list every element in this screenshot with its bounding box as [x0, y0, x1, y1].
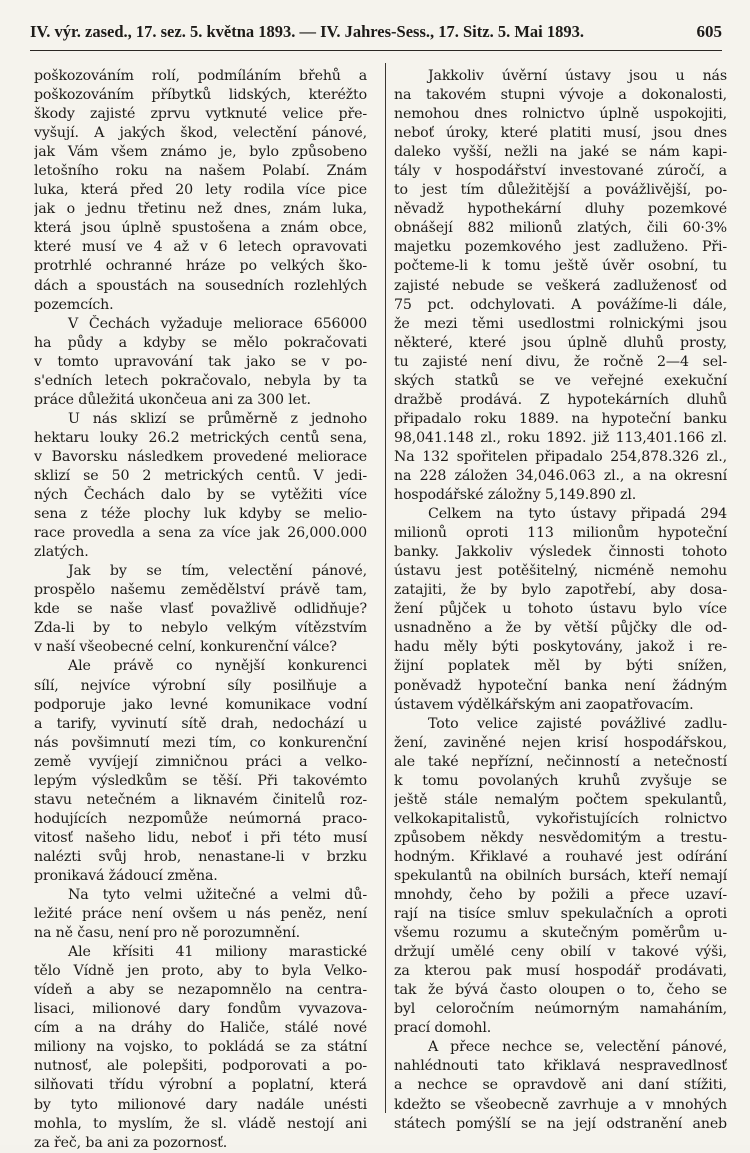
text-line: lisaci, milionové dary fondům vyvazova-	[34, 1001, 367, 1018]
text-line: mnohdy, čeho by požili a přece uzaví-	[394, 887, 727, 904]
text-line: ných Čechách dalo by se vytěžiti více	[34, 487, 367, 504]
text-line: na ně času, není pro ně porozumnění.	[34, 925, 300, 942]
text-line: Na tyto velmi užitečné a velmi dů-	[68, 887, 367, 904]
text-line: hadu měly býti poskytovány, jakož i re-	[394, 639, 727, 656]
text-line: něvadž hypothekární dluhy pozemkové	[394, 201, 727, 218]
text-line: spekulantů na obilních bursách, kteří nemají	[394, 867, 727, 884]
text-line: že mezi těmi usedlostmi rolnickými jsou	[394, 315, 727, 332]
text-line: prospělo našemu zemědělství právě tam,	[34, 582, 367, 599]
text-line: Zda-li by to nebylo velkým vítězstvím	[34, 620, 367, 637]
text-line: daleko vyšší, nežli na jaké se nám kapi-	[394, 144, 727, 161]
text-line: ale také nepřízní, nečinností a netečností	[394, 753, 727, 770]
text-line: letošního roku na našem Polabí. Znám	[34, 163, 367, 180]
text-line: připadalo roku 1889. na hypoteční banku	[394, 410, 727, 427]
page-number: 605	[696, 22, 722, 41]
text-line: ležité práce není ovšem u nás peněz, není	[34, 906, 367, 923]
text-line: poněvadž hypoteční banka není žádným	[394, 677, 727, 694]
text-line: na takovém stupni vývoje a dokonalosti,	[394, 87, 727, 104]
text-line: nalézti svůj hrob, nenastane-li v brzku	[34, 848, 367, 865]
text-line: byl celoročním neúmorným namaháním,	[394, 1001, 727, 1018]
text-line: pronikavá žádoucí změna.	[34, 867, 218, 884]
text-line: žení půjček u tohoto ústavu bylo více	[394, 601, 727, 618]
text-line: způsobem někdy nesvědomitým a trestu-	[394, 829, 727, 846]
text-line: nemohou dnes rolnictvo úplně uspokojiti,	[394, 106, 727, 123]
text-line: obnášejí 882 milionů zlatých, čili 60·3%	[394, 220, 727, 237]
text-line: hodným. Křiklavé a rouhavé jest odírání	[394, 848, 727, 865]
text-line: cím a na dráhy do Haliče, stálé nové	[34, 1020, 367, 1037]
text-line: za řeč, ba ani za pozornosť.	[34, 1134, 228, 1151]
text-line: luka, která před 20 lety rodila více pice	[34, 182, 367, 199]
text-line: a nechce se opravdově ani daní stížiti,	[394, 1077, 727, 1094]
text-line: banky. Jakkoliv výsledek činnosti tohoto	[394, 544, 727, 561]
text-line: 98,041.148 zl., roku 1892. již 113,401.166 zl.	[394, 429, 727, 446]
text-line: nás povšimnutí mezi tím, co konkurenční	[34, 734, 367, 751]
column-divider	[385, 63, 386, 1113]
text-line: některé, které jsou úplně dluhů prosty,	[394, 334, 727, 351]
text-line: vitosť našeho lidu, neboť i při této musí	[34, 829, 367, 846]
text-line: nutnosť, ale polepšiti, podporovati a po-	[34, 1058, 367, 1075]
header-title: IV. výr. zased., 17. sez. 5. května 1893. — IV. Jahres-Sess., 17. Sitz. 5. Mai 1893.	[30, 22, 584, 41]
text-line: dražbě prodává. Z hypotekárních dluhů	[394, 391, 727, 408]
text-line: neboť úroky, které platiti musí, jsou dnes	[394, 125, 727, 142]
text-line: protrhlé ochranné hráze po velkých ško-	[34, 258, 367, 275]
text-line: V Čechách vyžaduje meliorace 656000	[68, 315, 367, 332]
text-line: ských statků se ve veřejné exekuční	[394, 372, 727, 389]
text-line: sena z téže plochy luk kdyby se melio-	[34, 506, 367, 523]
text-line: které musí ve 4 až v 6 letech opravovati	[34, 239, 367, 256]
text-line: na 228 záložen 34,046.063 zl., a na okresní	[394, 467, 727, 484]
text-line: k tomu povolaných kruhů zvyšuje se	[394, 772, 727, 789]
text-line: tělo Vídně jen proto, aby to byla Velko-	[34, 963, 367, 980]
text-line: pozemcích.	[34, 296, 114, 313]
text-line: mohla, to myslím, že sl. vládě nestojí ani	[34, 1115, 367, 1132]
text-line: a tarify, vyvinutí sítě drah, nedochází u	[34, 715, 367, 732]
text-line: držují umělé ceny obilí v takové výši,	[394, 944, 727, 961]
text-line: usnadněno a že by větší půjčky dle od-	[394, 620, 727, 637]
text-line: v naší všeobecné celní, konkurenční válce?	[34, 639, 337, 656]
text-line: Na 132 spořitelen připadalo 254,878.326 zl.,	[394, 448, 727, 465]
text-line: Ale křísiti 41 miliony marastické	[68, 944, 367, 961]
text-line: poškozováním příbytků lidských, kteréžto	[34, 87, 367, 104]
text-line: Jakkoliv úvěrní ústavy jsou u nás	[428, 68, 727, 84]
text-line: milionů oproti 113 milionům hypoteční	[394, 525, 727, 542]
text-line: škody zajisté zprvu vytknuté velice pře-	[34, 106, 367, 123]
text-line: státech pomýšlí se na její odstranění aneb	[394, 1115, 727, 1132]
text-line: U nás sklizí se průměrně z jednoho	[68, 410, 367, 427]
text-line: práce důležitá ukončeua ani za 300 let.	[34, 391, 311, 408]
text-line: hodujících nezpomůže neúmorná praco-	[34, 810, 367, 827]
text-line: to jest tím důležitější a povážlivější, po-	[394, 182, 727, 199]
text-line: silňovati třídu výrobní a poplatní, která	[34, 1077, 367, 1094]
text-line: podporuje jako levné komunikace vodní	[34, 696, 367, 713]
text-line: dách a spoustách na sousedních rozlehlých	[34, 277, 367, 294]
text-line: hektaru louky 26.2 metrických centů sena,	[34, 429, 367, 446]
text-line: s'edních letech pokračovalo, nebyla by ta	[34, 372, 367, 389]
text-line: race provedla a sena za více jak 26,000.000	[34, 525, 367, 542]
text-line: ústavu jest potěšitelný, nicméně nemohu	[394, 563, 727, 580]
text-line: stavu netečném a liknavém činitelů roz-	[34, 791, 367, 808]
text-line: zlatých.	[34, 544, 89, 561]
header-rule	[30, 50, 722, 51]
text-line: miliony na vojsko, to pokládá se za státní	[34, 1039, 367, 1056]
text-line: Jak by se tím, velectění pánové,	[68, 563, 367, 580]
text-line: sklizí se 50 2 metrických centů. V jedi-	[34, 467, 367, 484]
text-line: poškozováním rolí, podmíláním břehů a	[34, 68, 367, 84]
right-column	[394, 67, 727, 1134]
text-line: hospodářské záložny 5,149.890 zl.	[394, 487, 637, 504]
text-line: lepým výsledkům se těší. Při takovémto	[34, 772, 367, 789]
text-line: prací domohl.	[394, 1020, 492, 1037]
text-line: jak Vám všem známo je, bylo způsobeno	[34, 144, 367, 161]
text-line: vyšují. A jakých škod, velectění pánové,	[34, 125, 367, 142]
text-line: Toto velice zajisté povážlivé zadlu-	[428, 715, 727, 732]
text-line: tak že bývá často oloupen o to, čeho se	[394, 982, 727, 999]
text-line: nahlédnouti tato křiklavá nespravedlnosť	[394, 1058, 727, 1075]
text-line: A přece nechce se, velectění pánové,	[428, 1039, 727, 1056]
text-line: ústavem výdělkářským ani zaopatřovacím.	[394, 696, 694, 713]
text-line: kdežto se všeobecně zavrhuje a v mnohých	[394, 1096, 727, 1113]
text-line: jak o jednu třetinu než dnes, znám luka,	[34, 201, 367, 218]
left-column	[34, 67, 367, 1153]
text-line: země vyvíjejí zimničnou práci a velko-	[34, 753, 367, 770]
text-line: v Bavorsku následkem provedené meliorace	[34, 448, 367, 465]
text-line: velkokapitalistů, vykořistujících rolnictvo	[394, 810, 727, 827]
text-line: tu zajisté není divu, že ročně 2—4 sel-	[394, 353, 727, 370]
running-header	[30, 22, 722, 48]
text-line: rají na tisíce smluv spekulačních a oproti	[394, 906, 727, 923]
text-line: ještě stále nemalým počtem spekulantů,	[394, 791, 727, 808]
text-line: všemu rozumu a skutečným poměrům u-	[394, 925, 727, 942]
text-line: kde se naše vlasť považlivě odlidňuje?	[34, 601, 367, 618]
text-line: žení, zaviněné nejen krisí hospodářskou,	[394, 734, 727, 751]
text-line: vídeň a aby se nezapomnělo na centra-	[34, 982, 367, 999]
text-line: majetku pozemkového jest zadluženo. Při-	[394, 239, 727, 256]
text-line: ha půdy a kdyby se mělo pokračovati	[34, 334, 367, 351]
text-line: sílí, nejvíce výrobní síly posilňuje a	[34, 677, 367, 694]
text-line: Celkem na tyto ústavy připadá 294	[428, 506, 727, 523]
text-line: za kterou pak musí hospodář prodávati,	[394, 963, 727, 980]
text-line: zatajiti, že by bylo zapotřebí, aby dosa-	[394, 582, 727, 599]
text-line: 75 pct. odchylovati. A povážíme-li dále,	[394, 296, 727, 313]
text-line: počteme-li k tomu ještě úvěr osobní, tu	[394, 258, 727, 275]
text-line: Ale právě co nynější konkurenci	[68, 658, 367, 675]
text-line: žijní poplatek měl by býti snížen,	[394, 658, 727, 675]
text-line: zajisté nebude se veškerá zadluženosť od	[394, 277, 727, 294]
text-line: v tomto upravování tak jako se v po-	[34, 353, 367, 370]
text-line: by tyto milionové dary nadále unésti	[34, 1096, 367, 1113]
text-line: tály v hospodářství investované zúročí, a	[394, 163, 727, 180]
text-line: která jsou úplně spustošena a znám obce,	[34, 220, 367, 237]
